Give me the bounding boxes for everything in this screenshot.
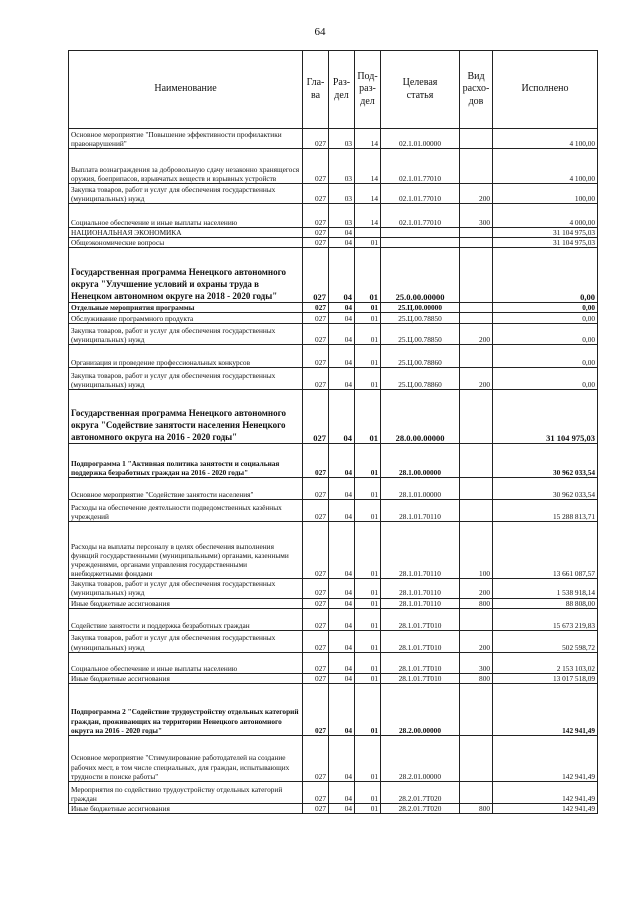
cell-section: 04 (329, 368, 355, 390)
table-row (69, 630, 598, 652)
cell-name: Закупка товаров, работ и услуг для обеспечения государственных (муниципальных) нужд (69, 579, 303, 598)
cell-target (381, 228, 460, 238)
table-row (69, 579, 598, 598)
cell-executed: 4 100,00 (493, 149, 598, 184)
cell-name: Закупка товаров, работ и услуг для обеспечения государственных (муниципальных) нужд (69, 184, 303, 204)
cell-expense-type (460, 129, 493, 149)
cell-chapter: 027 (303, 500, 329, 522)
cell-expense-type (460, 238, 493, 248)
cell-section: 03 (329, 184, 355, 204)
cell-chapter: 027 (303, 368, 329, 390)
cell-section: 04 (329, 781, 355, 803)
cell-subsection: 01 (355, 673, 381, 683)
cell-target: 02.1.01.00000 (381, 129, 460, 149)
table-row (69, 683, 598, 735)
cell-target: 28.1.01.00000 (381, 478, 460, 500)
col-header-executed: Исполнено (493, 51, 598, 129)
cell-section: 04 (329, 444, 355, 478)
cell-target: 25.0.00.00000 (381, 248, 460, 303)
col-header-subsection: Под- раз- дел (355, 51, 381, 129)
cell-target: 28.0.00.00000 (381, 390, 460, 444)
cell-chapter: 027 (303, 803, 329, 813)
cell-section: 04 (329, 608, 355, 630)
cell-executed: 30 962 033,54 (493, 444, 598, 478)
cell-section: 04 (329, 735, 355, 781)
cell-section: 04 (329, 673, 355, 683)
cell-target: 28.2.01.7Т020 (381, 781, 460, 803)
cell-chapter: 027 (303, 324, 329, 345)
table-row (69, 228, 598, 238)
cell-executed: 502 598,72 (493, 630, 598, 652)
cell-name: Основное мероприятие "Повышение эффективности профилактики правонарушений" (69, 129, 303, 149)
cell-subsection: 14 (355, 184, 381, 204)
table-row (69, 652, 598, 673)
page-number: 64 (314, 26, 326, 38)
cell-chapter: 027 (303, 345, 329, 368)
table-row (69, 781, 598, 803)
cell-section: 04 (329, 598, 355, 608)
cell-section: 03 (329, 129, 355, 149)
cell-expense-type: 200 (460, 368, 493, 390)
cell-section: 03 (329, 149, 355, 184)
cell-expense-type: 200 (460, 630, 493, 652)
cell-executed: 4 000,00 (493, 204, 598, 228)
table-row (69, 390, 598, 444)
cell-name: Государственная программа Ненецкого автономного округа "Улучшение условий и охраны труда в Ненецком автономном округе на 2018 - 2020 годы" (69, 248, 303, 303)
cell-name: Основное мероприятие "Стимулирование работодателей на создание рабочих мест, в том числе специальных, для граждан, испытывающих трудности в поиске работы" (69, 735, 303, 781)
cell-expense-type (460, 345, 493, 368)
table-row (69, 608, 598, 630)
cell-expense-type: 200 (460, 184, 493, 204)
cell-subsection: 01 (355, 390, 381, 444)
cell-name: Отдельные мероприятия программы (69, 303, 303, 313)
cell-subsection: 01 (355, 683, 381, 735)
cell-target: 28.1.01.70110 (381, 579, 460, 598)
cell-executed: 0,00 (493, 345, 598, 368)
cell-expense-type (460, 313, 493, 324)
cell-executed: 1 538 918,14 (493, 579, 598, 598)
table-row (69, 303, 598, 313)
cell-name: Расходы на обеспечение деятельности подведомственных казённых учреждений (69, 500, 303, 522)
cell-target: 28.1.01.7Т010 (381, 608, 460, 630)
cell-target: 25.Ц.00.78850 (381, 313, 460, 324)
cell-executed: 142 941,49 (493, 781, 598, 803)
table-row (69, 500, 598, 522)
cell-target: 25.Ц.00.78860 (381, 345, 460, 368)
cell-section: 04 (329, 478, 355, 500)
cell-chapter: 027 (303, 673, 329, 683)
cell-target: 28.1.01.70110 (381, 598, 460, 608)
cell-executed: 31 104 975,03 (493, 238, 598, 248)
table-row (69, 345, 598, 368)
cell-target: 28.2.01.7Т020 (381, 803, 460, 813)
cell-target: 02.1.01.77010 (381, 204, 460, 228)
cell-expense-type (460, 781, 493, 803)
cell-section: 04 (329, 238, 355, 248)
cell-subsection: 01 (355, 248, 381, 303)
cell-subsection: 01 (355, 522, 381, 579)
cell-executed: 15 673 219,83 (493, 608, 598, 630)
cell-chapter: 027 (303, 238, 329, 248)
cell-section: 03 (329, 204, 355, 228)
cell-name: Основное мероприятие "Содействие занятости населения" (69, 478, 303, 500)
cell-subsection: 01 (355, 630, 381, 652)
cell-chapter: 027 (303, 608, 329, 630)
cell-chapter: 027 (303, 129, 329, 149)
cell-section: 04 (329, 579, 355, 598)
cell-chapter: 027 (303, 598, 329, 608)
cell-name: Мероприятия по содействию трудоустройству отдельных категорий граждан (69, 781, 303, 803)
cell-subsection: 01 (355, 324, 381, 345)
cell-chapter: 027 (303, 735, 329, 781)
cell-executed: 100,00 (493, 184, 598, 204)
cell-expense-type (460, 608, 493, 630)
col-header-section: Раз- дел (329, 51, 355, 129)
cell-name: Закупка товаров, работ и услуг для обеспечения государственных (муниципальных) нужд (69, 630, 303, 652)
cell-executed: 142 941,49 (493, 735, 598, 781)
cell-subsection: 01 (355, 368, 381, 390)
cell-subsection: 01 (355, 303, 381, 313)
cell-chapter: 027 (303, 522, 329, 579)
cell-subsection: 01 (355, 579, 381, 598)
cell-name: Иные бюджетные ассигнования (69, 673, 303, 683)
cell-subsection: 01 (355, 500, 381, 522)
table-row (69, 444, 598, 478)
col-header-chapter: Гла- ва (303, 51, 329, 129)
cell-expense-type: 300 (460, 204, 493, 228)
table-row (69, 238, 598, 248)
cell-subsection: 01 (355, 781, 381, 803)
cell-executed: 0,00 (493, 324, 598, 345)
cell-section: 04 (329, 390, 355, 444)
cell-executed: 0,00 (493, 248, 598, 303)
cell-subsection: 01 (355, 598, 381, 608)
table-row (69, 803, 598, 813)
cell-section: 04 (329, 652, 355, 673)
cell-chapter: 027 (303, 149, 329, 184)
cell-expense-type (460, 444, 493, 478)
cell-section: 04 (329, 248, 355, 303)
cell-target: 28.2.00.00000 (381, 683, 460, 735)
cell-subsection: 01 (355, 345, 381, 368)
cell-executed: 142 941,49 (493, 803, 598, 813)
cell-name: Закупка товаров, работ и услуг для обеспечения государственных (муниципальных) нужд (69, 324, 303, 345)
cell-name: Организация и проведение профессиональных конкурсов (69, 345, 303, 368)
cell-chapter: 027 (303, 390, 329, 444)
cell-executed: 31 104 975,03 (493, 228, 598, 238)
cell-subsection: 01 (355, 652, 381, 673)
cell-executed: 88 808,00 (493, 598, 598, 608)
cell-name: Содействие занятости и поддержка безработных граждан (69, 608, 303, 630)
cell-subsection: 01 (355, 478, 381, 500)
cell-expense-type: 100 (460, 522, 493, 579)
cell-expense-type: 200 (460, 579, 493, 598)
cell-section: 04 (329, 345, 355, 368)
cell-expense-type: 800 (460, 803, 493, 813)
cell-target: 02.1.01.77010 (381, 184, 460, 204)
table-row (69, 313, 598, 324)
cell-expense-type: 800 (460, 598, 493, 608)
cell-subsection: 14 (355, 129, 381, 149)
table-row (69, 149, 598, 184)
cell-section: 04 (329, 683, 355, 735)
cell-chapter: 027 (303, 478, 329, 500)
cell-target: 28.2.01.00000 (381, 735, 460, 781)
cell-executed: 0,00 (493, 313, 598, 324)
col-header-name: Наименование (69, 51, 303, 129)
cell-target: 28.1.01.70110 (381, 500, 460, 522)
cell-chapter: 027 (303, 313, 329, 324)
cell-name: Расходы на выплаты персоналу в целях обеспечения выполнения функций государственными (муниципальными) органами, казенными учреждениями, органами управления государственными внебюджетными фондами (69, 522, 303, 579)
cell-subsection: 01 (355, 608, 381, 630)
cell-executed: 30 962 033,54 (493, 478, 598, 500)
cell-name: Иные бюджетные ассигнования (69, 598, 303, 608)
budget-table (68, 50, 598, 814)
cell-target: 25.Ц.00.00000 (381, 303, 460, 313)
col-header-expense-type: Вид расхо- дов (460, 51, 493, 129)
cell-executed: 31 104 975,03 (493, 390, 598, 444)
cell-name: Социальное обеспечение и иные выплаты населению (69, 204, 303, 228)
cell-section: 04 (329, 324, 355, 345)
cell-name: Обслуживание программного продукта (69, 313, 303, 324)
cell-name: Закупка товаров, работ и услуг для обеспечения государственных (муниципальных) нужд (69, 368, 303, 390)
cell-section: 04 (329, 630, 355, 652)
cell-expense-type: 800 (460, 673, 493, 683)
cell-executed: 4 100,00 (493, 129, 598, 149)
cell-section: 04 (329, 228, 355, 238)
cell-target: 28.1.00.00000 (381, 444, 460, 478)
cell-name: Выплата вознаграждения за добровольную сдачу незаконно хранящегося оружия, боеприпасов, взрывчатых веществ и взрывных устройств (69, 149, 303, 184)
cell-subsection: 01 (355, 238, 381, 248)
cell-name: Иные бюджетные ассигнования (69, 803, 303, 813)
cell-executed: 15 288 813,71 (493, 500, 598, 522)
cell-section: 04 (329, 803, 355, 813)
cell-subsection: 14 (355, 204, 381, 228)
table-row (69, 735, 598, 781)
cell-target: 25.Ц.00.78850 (381, 324, 460, 345)
cell-expense-type (460, 478, 493, 500)
cell-executed: 0,00 (493, 303, 598, 313)
cell-chapter: 027 (303, 204, 329, 228)
cell-name: Общеэкономические вопросы (69, 238, 303, 248)
table-row (69, 368, 598, 390)
cell-target: 25.Ц.00.78860 (381, 368, 460, 390)
cell-name: Подпрограмма 2 "Содействие трудоустройству отдельных категорий граждан, проживающих на территории Ненецкого автономного округа на 2016 - 2020 годы" (69, 683, 303, 735)
table-row (69, 184, 598, 204)
cell-expense-type (460, 390, 493, 444)
table-row (69, 129, 598, 149)
table-row (69, 204, 598, 228)
cell-target: 28.1.01.7Т010 (381, 630, 460, 652)
cell-chapter: 027 (303, 630, 329, 652)
cell-expense-type: 300 (460, 652, 493, 673)
cell-chapter: 027 (303, 444, 329, 478)
cell-executed: 13 017 518,09 (493, 673, 598, 683)
cell-section: 04 (329, 303, 355, 313)
table-row (69, 598, 598, 608)
cell-expense-type (460, 228, 493, 238)
cell-subsection: 01 (355, 803, 381, 813)
cell-name: Социальное обеспечение и иные выплаты населению (69, 652, 303, 673)
cell-subsection: 01 (355, 444, 381, 478)
cell-expense-type (460, 149, 493, 184)
table-row (69, 478, 598, 500)
cell-expense-type (460, 500, 493, 522)
cell-section: 04 (329, 500, 355, 522)
cell-chapter: 027 (303, 683, 329, 735)
cell-section: 04 (329, 313, 355, 324)
cell-target (381, 238, 460, 248)
cell-target: 28.1.01.7Т010 (381, 652, 460, 673)
cell-expense-type (460, 683, 493, 735)
cell-chapter: 027 (303, 652, 329, 673)
table-row (69, 324, 598, 345)
cell-name: Подпрограмма 1 "Активная политика занятости и социальная поддержка безработных граждан на 2016 - 2020 годы" (69, 444, 303, 478)
table-row (69, 522, 598, 579)
cell-executed: 0,00 (493, 368, 598, 390)
cell-subsection: 01 (355, 313, 381, 324)
cell-expense-type (460, 248, 493, 303)
cell-subsection: 01 (355, 735, 381, 781)
cell-subsection: 14 (355, 149, 381, 184)
cell-executed: 2 153 103,02 (493, 652, 598, 673)
cell-chapter: 027 (303, 184, 329, 204)
table-row (69, 673, 598, 683)
header-row (69, 51, 598, 129)
cell-expense-type: 200 (460, 324, 493, 345)
cell-expense-type (460, 303, 493, 313)
cell-name: НАЦИОНАЛЬНАЯ ЭКОНОМИКА (69, 228, 303, 238)
cell-target: 28.1.01.7Т010 (381, 673, 460, 683)
cell-chapter: 027 (303, 228, 329, 238)
cell-section: 04 (329, 522, 355, 579)
cell-target: 28.1.01.70110 (381, 522, 460, 579)
cell-chapter: 027 (303, 303, 329, 313)
cell-expense-type (460, 735, 493, 781)
cell-chapter: 027 (303, 248, 329, 303)
cell-name: Государственная программа Ненецкого автономного округа "Содействие занятости населения Ненецкого автономного округа на 2016 - 2020 годы" (69, 390, 303, 444)
cell-subsection (355, 228, 381, 238)
cell-chapter: 027 (303, 781, 329, 803)
cell-chapter: 027 (303, 579, 329, 598)
cell-executed: 142 941,49 (493, 683, 598, 735)
col-header-target: Целевая статья (381, 51, 460, 129)
table-row (69, 248, 598, 303)
cell-executed: 13 661 087,57 (493, 522, 598, 579)
cell-target: 02.1.01.77010 (381, 149, 460, 184)
